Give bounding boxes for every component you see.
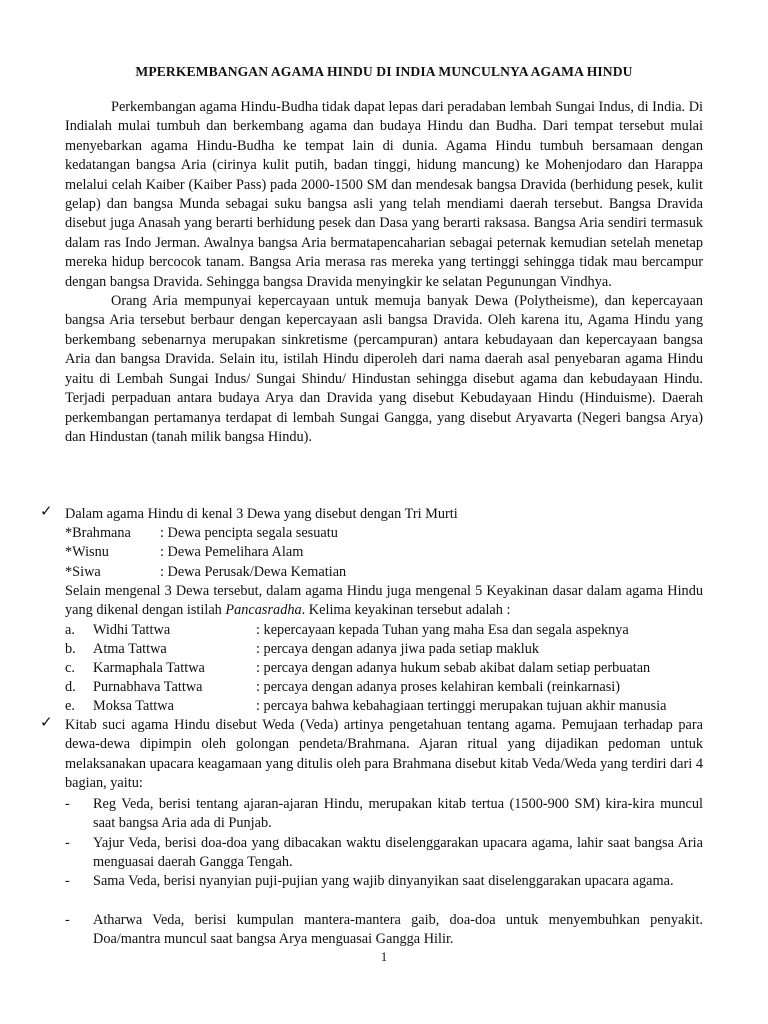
pancasradha-term: Pancasradha [225, 602, 302, 619]
tattwa-desc: : percaya dengan adanya proses kelahiran kembali (reinkarnasi) [256, 679, 621, 695]
tattwa-letter: a. [65, 622, 75, 638]
tattwa-desc: : kepercayaan kepada Tuhan yang maha Esa dan segala aspeknya [256, 622, 629, 638]
intro-section [65, 98, 703, 447]
trimurti-name: *Siwa [65, 564, 101, 580]
tattwa-name: Karmaphala Tattwa [93, 660, 205, 676]
tattwa-desc: : percaya dengan adanya jiwa pada setiap makluk [256, 641, 540, 657]
weda-item: Reg Veda, berisi tentang ajaran-ajaran Hindu, merupakan kitab tertua (1500-900 SM) kira-kira muncul saat bangsa Aria ada di Punjab. [93, 796, 703, 832]
tattwa-name: Widhi Tattwa [93, 622, 171, 638]
intro-paragraph-2: Orang Aria mempunyai kepercayaan untuk memuja banyak Dewa (Polytheisme), dan kepercayaan bangsa Aria tersebut berbaur dengan kepercayaan asli bangsa Dravida. Oleh karena itu, Agama Hindu yang berkembang sebenarnya merupakan sinkretisme (percampuran) antara kebudayaan dan kepercayaan bangsa Aria dan bangsa Dravida. Selain itu, istilah Hindu diperoleh dari nama daerah asal penyebaran agama Hindu yaitu di Lembah Sungai Indus/ Sungai Shindu/ Hindustan sehingga disebut agama dan kebudayaan Hindu. Terjadi perpaduan antara budaya Arya dan Dravida yang disebut Kebudayaan Hindu (Hinduisme). Daerah perkembangan pertamanya terdapat di lembah Sungai Gangga, yang disebut Aryavarta (Negeri bangsa Arya) dan Hindustan (tanah milik bangsa Hindu). [65, 293, 703, 445]
tattwa-letter: c. [65, 660, 75, 676]
trimurti-heading: Dalam agama Hindu di kenal 3 Dewa yang disebut dengan Tri Murti [65, 506, 458, 522]
intro-paragraph-1: Perkembangan agama Hindu-Budha tidak dapat lepas dari peradaban lembah Sungai Indus, di India. Di Indialah mulai tumbuh dan berkembang agama dan budaya Hindu dan Budha. Dari tempat tersebut mulai menyebarkan agama Hindu-Budha ke tempat lain di dunia. Agama Hindu tumbuh bersamaan dengan kedatangan bangsa Aria (cirinya kulit putih, badan tinggi, hidung mancung) ke Mohenjodaro dan Harappa melalui celah Kaiber (Kaiber Pass) pada 2000-1500 SM dan mendesak bangsa Dravida (berhidung pesek, kulit gelap) dan bangsa Munda sebagai suku bangsa asli yang telah mendiami daerah tersebut. Bangsa Dravida disebut juga Anasah yang berarti berhidung pesek dan Dasa yang berarti raksasa. Bangsa Aria sendiri termasuk dalam ras Indo Jerman. Awalnya bangsa Aria bermatapencaharian sebagai peternak kemudian setelah menetap mereka hidup bercocok tanam. Bangsa Aria merasa ras mereka yang tertinggi sehingga tidak mau bercampur dengan bangsa Dravida. Sehingga bangsa Dravida menyingkir ke selatan Pegunungan Vindhya. [65, 99, 703, 290]
tattwa-name: Purnabhava Tattwa [93, 679, 203, 695]
tattwa-name: Moksa Tattwa [93, 698, 174, 714]
page-number: 1 [380, 950, 388, 964]
tattwa-letter: e. [65, 698, 75, 714]
weda-item: Sama Veda, berisi nyanyian puji-pujian yang wajib dinyanyikan saat diselenggarakan upacara agama. [93, 873, 674, 889]
tattwa-letter: d. [65, 679, 76, 695]
weda-item: Yajur Veda, berisi doa-doa yang dibacakan waktu diselenggarakan upacara agama, lahir saat bangsa Aria menguasai daerah Gangga Tengah. [93, 835, 703, 871]
list-dash: - [65, 873, 70, 889]
weda-intro: Kitab suci agama Hindu disebut Weda (Veda) artinya pengetahuan tentang agama. Pemujaan terhadap para dewa-dewa dipimpin oleh golongan pendeta/Brahmana. Ajaran ritual yang dijadikan pedoman untuk melaksanakan upacara keagamaan yang ditulis oleh para Brahmana disebut kitab Veda/Weda yang terdiri dari 4 bagian, yaitu: [65, 717, 703, 792]
pancasradha-text: Selain mengenal 3 Dewa tersebut, dalam agama Hindu juga mengenal 5 Keyakinan dasar dalam agama Hindu yang dikenal dengan istilah [65, 583, 703, 619]
list-dash: - [65, 835, 70, 851]
trimurti-desc: : Dewa Perusak/Dewa Kematian [160, 564, 347, 580]
trimurti-desc: : Dewa Pemelihara Alam [160, 544, 304, 560]
checkmark-icon: ✓ [40, 715, 53, 731]
document-title: MPERKEMBANGAN AGAMA HINDU DI INDIA MUNCULNYA AGAMA HINDU [135, 64, 633, 79]
tattwa-desc: : percaya dengan adanya hukum sebab akibat dalam setiap perbuatan [256, 660, 651, 676]
pancasradha-paragraph [65, 582, 703, 621]
list-dash: - [65, 796, 70, 812]
tattwa-name: Atma Tattwa [93, 641, 167, 657]
weda-item: Atharwa Veda, berisi kumpulan mantera-mantera gaib, doa-doa untuk menyembuhkan penyakit. Doa/mantra muncul saat bangsa Arya menguasai Gangga Hilir. [93, 912, 703, 948]
trimurti-desc: : Dewa pencipta segala sesuatu [160, 525, 338, 541]
checkmark-icon: ✓ [40, 504, 53, 520]
trimurti-name: *Wisnu [65, 544, 109, 560]
pancasradha-text-end: . Kelima keyakinan tersebut adalah : [301, 602, 511, 619]
list-dash: - [65, 912, 70, 928]
tattwa-letter: b. [65, 641, 76, 657]
tattwa-desc: : percaya bahwa kebahagiaan tertinggi merupakan tujuan akhir manusia [256, 698, 667, 714]
trimurti-name: *Brahmana [65, 525, 131, 541]
